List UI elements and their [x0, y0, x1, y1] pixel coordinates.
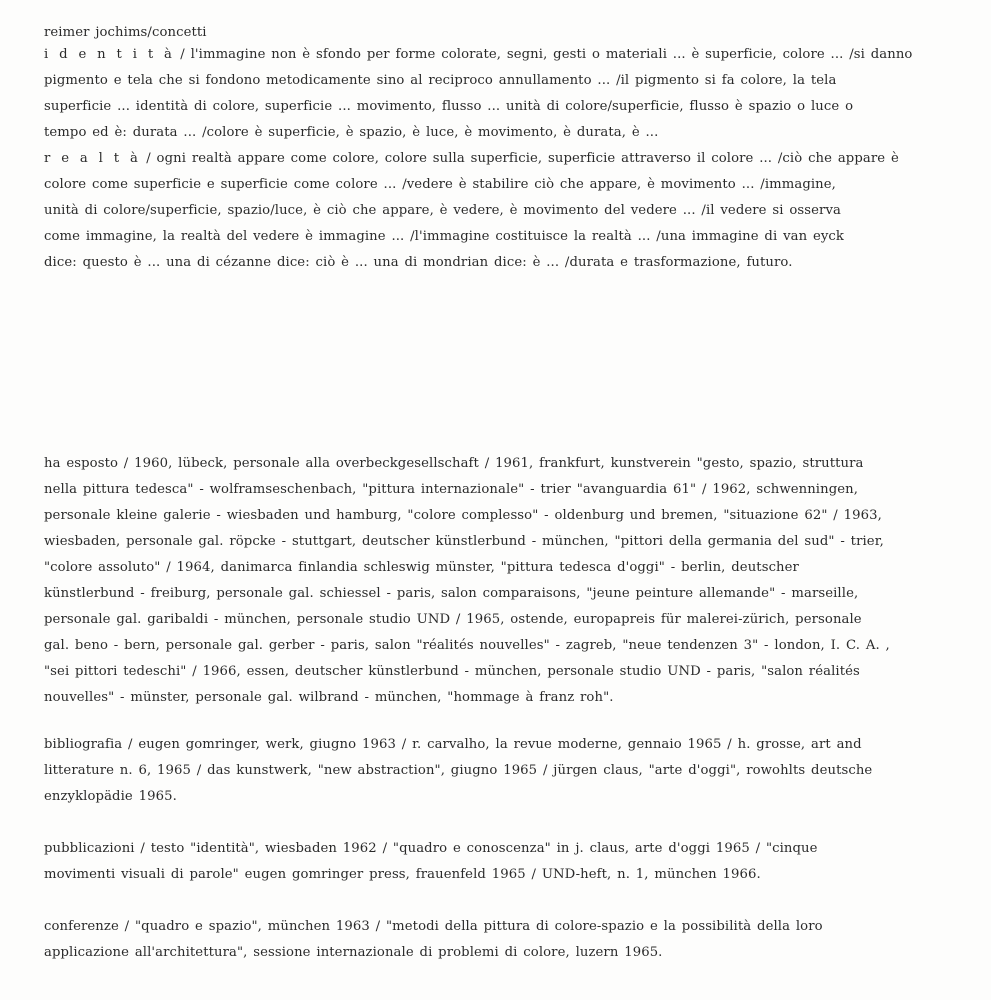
- publications-line: pubblicazioni / testo "identità", wiesbaden 1962 / "quadro e conoscenza" in j. claus, arte d'oggi 1965 / "cinque: [44, 841, 818, 856]
- realta-line-2: colore come superficie e superficie come colore ... /vedere è stabilire ciò che appare, è movimento ... /immagine,: [44, 177, 836, 192]
- bibliography-line: litterature n. 6, 1965 / das kunstwerk, "new abstraction", giugno 1965 / jürgen claus, "arte d'oggi", rowohlts deutsche: [44, 763, 873, 778]
- identita-line-2: pigmento e tela che si fondono metodicamente sino al reciproco annullamento ... /il pigmento si fa colore, la tela: [44, 73, 837, 88]
- realta-line-1: [44, 146, 974, 172]
- conferences-section: [44, 914, 974, 966]
- identita-text: / l'immagine non è sfondo per forme colorate, segni, gesti o materiali ... è superficie, colore ... /si danno: [174, 47, 913, 62]
- concetti-section: [44, 42, 974, 276]
- exhibitions-line: ha esposto / 1960, lübeck, personale alla overbeckgesellschaft / 1961, frankfurt, kunstverein "gesto, spazio, struttura: [44, 456, 864, 471]
- bibliography-section: [44, 732, 974, 810]
- realta-term: r e a l t à: [44, 151, 141, 166]
- exhibitions-line: "colore assoluto" / 1964, danimarca finlandia schleswig münster, "pittura tedesca d'oggi" - berlin, deutscher: [44, 560, 799, 575]
- realta-text: / ogni realtà appare come colore, colore sulla superficie, superficie attraverso il colore ... /ciò che appare è: [140, 151, 899, 166]
- realta-line-4: come immagine, la realtà del vedere è immagine ... /l'immagine costituisce la realtà ... /una immagine di van eyck: [44, 229, 845, 244]
- exhibitions-line: nouvelles" - münster, personale gal. wilbrand - münchen, "hommage à franz roh".: [44, 690, 614, 705]
- identita-line-4: tempo ed è: durata ... /colore è superficie, è spazio, è luce, è movimento, è durata, è ...: [44, 125, 659, 140]
- identita-line-1: [44, 42, 974, 68]
- bibliography-line: enzyklopädie 1965.: [44, 789, 177, 804]
- realta-line-5: dice: questo è ... una di cézanne dice: ciò è ... una di mondrian dice: è ... /durata e trasformazione, futuro.: [44, 255, 793, 270]
- author-title: reimer jochims/concetti: [44, 25, 207, 40]
- exhibitions-line: wiesbaden, personale gal. röpcke - stuttgart, deutscher künstlerbund - münchen, "pittori della germania del sud" - trier,: [44, 534, 884, 549]
- realta-line-3: unità di colore/superficie, spazio/luce, è ciò che appare, è vedere, è movimento del vedere ... /il vedere si osserva: [44, 203, 841, 218]
- exhibitions-line: nella pittura tedesca" - wolframseschenbach, "pittura internazionale" - trier "avanguardia 61" / 1962, schwenningen,: [44, 482, 859, 497]
- publications-section: [44, 836, 974, 888]
- identita-term: i d e n t i t à: [44, 47, 175, 62]
- identita-line-3: superficie ... identità di colore, superficie ... movimento, flusso ... unità di colore/superficie, flusso è spazio o luce o: [44, 99, 854, 114]
- conferences-line: conferenze / "quadro e spazio", münchen 1963 / "metodi della pittura di colore-spazio e la possibilità della loro: [44, 919, 823, 934]
- exhibitions-line: "sei pittori tedeschi" / 1966, essen, deutscher künstlerbund - münchen, personale studio UND - paris, "salon réalités: [44, 664, 860, 679]
- exhibitions-line: personale gal. garibaldi - münchen, personale studio UND / 1965, ostende, europapreis für malerei-zürich, personale: [44, 612, 862, 627]
- exhibitions-section: [44, 451, 974, 711]
- exhibitions-line: künstlerbund - freiburg, personale gal. schiessel - paris, salon comparaisons, "jeune peinture allemande" - marseille,: [44, 586, 859, 601]
- conferences-line: applicazione all'architettura", sessione internazionale di problemi di colore, luzern 1965.: [44, 945, 663, 960]
- exhibitions-line: gal. beno - bern, personale gal. gerber - paris, salon "réalités nouvelles" - zagreb, "neue tendenzen 3" - london, I. C. A. ,: [44, 638, 890, 653]
- bibliography-line: bibliografia / eugen gomringer, werk, giugno 1963 / r. carvalho, la revue moderne, gennaio 1965 / h. grosse, art and: [44, 737, 862, 752]
- exhibitions-line: personale kleine galerie - wiesbaden und hamburg, "colore complesso" - oldenburg und bremen, "situazione 62" / 1963,: [44, 508, 882, 523]
- publications-line: movimenti visuali di parole" eugen gomringer press, frauenfeld 1965 / UND-heft, n. 1, münchen 1966.: [44, 867, 761, 882]
